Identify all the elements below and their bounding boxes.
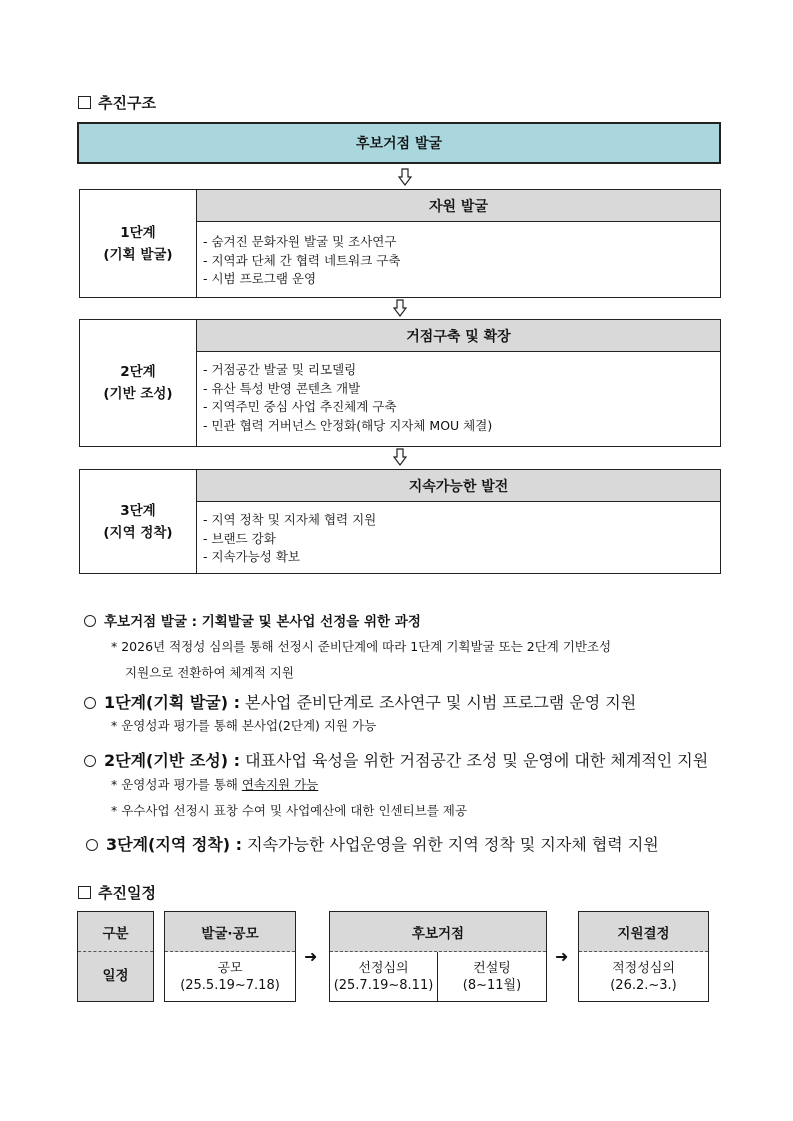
right-arrow-icon: ➜ [304,947,318,966]
down-arrow-icon [393,299,407,317]
note-stage2-sub1: * 운영성과 평가를 통해 연속지원 가능 [111,777,319,792]
note-candidate: 후보거점 발굴 : 기획발굴 및 본사업 선정을 위한 과정 [84,610,421,630]
stage-2-items: - 거점공간 발굴 및 리모델링 - 유산 특성 반영 콘텐츠 개발 - 지역주민 중심 사업 추진체계 구축 - 민관 협력 거버넌스 안정화(해당 지자체 MOU 체결) [203,362,493,433]
stage-3-label: 3단계 (지역 정착) [80,470,197,573]
stage-1-label: 1단계 (기획 발굴) [80,190,197,297]
down-arrow-icon [393,448,407,466]
note-stage1: 1단계(기획 발굴) : 본사업 준비단계로 조사연구 및 시범 프로그램 운영 지원 [84,690,636,713]
stage-3-box [79,469,721,574]
circle-bullet-icon [84,697,96,709]
candidate-banner: 후보거점 발굴 [77,122,721,164]
note-candidate-sub2: 지원으로 전환하여 체계적 지원 [125,665,294,680]
structure-section-title: 추진구조 [78,92,156,113]
stage-3-items: - 지역 정착 및 지자체 협력 지원 - 브랜드 강화 - 지속가능성 확보 [203,512,377,564]
schedule-section-title: 추진일정 [78,882,156,903]
note-stage2: 2단계(기반 조성) : 대표사업 육성을 위한 거점공간 조성 및 운영에 대한 체계적인 지원 [84,748,708,771]
schedule-col-discovery: 발굴·공모 공모 (25.5.19~7.18) [164,911,296,1002]
note-stage1-sub1: * 운영성과 평가를 통해 본사업(2단계) 지원 가능 [111,718,377,733]
right-arrow-icon: ➜ [555,947,569,966]
circle-bullet-icon [86,839,98,851]
checkbox-square-icon [78,886,91,899]
stage-1-header: 자원 발굴 [197,190,720,222]
note-stage3: 3단계(지역 정착) : 지속가능한 사업운영을 위한 지역 정착 및 지자체 협력 지원 [86,832,659,855]
circle-bullet-icon [84,755,96,767]
stage-2-header: 거점구축 및 확장 [197,320,720,352]
stage-2-box [79,319,721,447]
stage-2-label: 2단계 (기반 조성) [80,320,197,446]
schedule-col-decision: 지원결정 적정성심의 (26.2.~3.) [578,911,709,1002]
schedule-col-candidate: 후보거점 선정심의 (25.7.19~8.11) 컨설팅 (8~11월) [329,911,547,1002]
stage-3-header: 지속가능한 발전 [197,470,720,502]
note-stage2-sub2: * 우수사업 선정시 표창 수여 및 사업예산에 대한 인센티브를 제공 [111,803,467,818]
note-candidate-sub1: * 2026년 적정성 심의를 통해 선정시 준비단계에 따라 1단계 기획발굴 또는 2단계 기반조성 [111,639,612,654]
stage-1-items: - 숨겨진 문화자원 발굴 및 조사연구 - 지역과 단체 간 협력 네트워크 구축 - 시범 프로그램 운영 [203,234,401,286]
checkbox-square-icon [78,96,91,109]
down-arrow-icon [398,168,412,186]
stage-1-box [79,189,721,298]
schedule-row-header: 구분 일정 [77,911,154,1002]
circle-bullet-icon [84,615,96,627]
